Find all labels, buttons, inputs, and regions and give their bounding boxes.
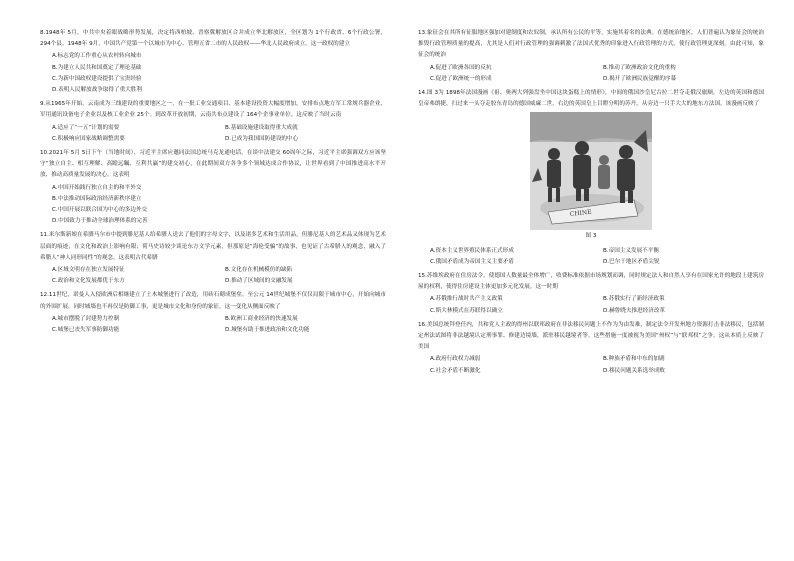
answer-option: C.社会矛盾不断激化 [430, 367, 481, 374]
answer-option: B.文化存在机械模仿的缺陷 [225, 267, 293, 274]
question-stem: 13.象征会在其所有征服地区强加对建制度和农奴制，承认所有公民的平等，实施其着名的法典。在德统治地区，人们普遍认为象征会的统治推毁行政管理质量的提高，尤其是人们对行政管理的强调刺激了法国式优秀的印象进入行政管理的方式，使行政管理更深刻。由此可知，象征会的统治 [418, 30, 764, 59]
option-list [40, 123, 386, 145]
question-stem: 9.从1965年开始，云南成为三线建设的重要地区之一，在一批工业交通项目、基本建设投资大幅度增加，安排布点地方军工常规兵器企业、军用通讯设备电子企业以及核工业企业 25个。到改革开放初期，云南共布点建设了 164个企事业单位。这反映了当时云南 [40, 101, 386, 119]
answer-option: C.积极响应国家战略调整需要 [52, 135, 125, 142]
answer-option: B.基础设施建设取得重大成就 [225, 124, 298, 131]
answer-option: D.移民问题关系选举成败 [603, 367, 666, 374]
figure-caption: 图 3 [585, 233, 597, 240]
answer-option: B.帝国主义发展不平衡 [603, 247, 659, 254]
question-stem: 15.苏维埃政府在住房法令，使德国人数量最全体增广，收费标准依据市场规划而调，同时规定法人和自然人享有在国家允许的地段上建筑房屋的权利，使得住房建设主体更加多元化发展。这一时期 [418, 273, 764, 291]
answer-option: C.中国开展以联合国为中心的多边外交 [52, 207, 148, 214]
option-list [418, 63, 764, 85]
cartoon-figure [530, 112, 652, 230]
question-stem: 10.2021年 5月 5日下午（当地时间）、习近平主席应邀同法国总统马克龙通电话，在谈中法建交 60周年之际，习近平主席强调双方应该坚守“独立自主、相互理解、高瞻远瞩、互利共赢”的建交初心，在此期间双方各争多个领域达成合作协议，让世界看到了中国推进高水平开放、推动高质量发展的决心。这表明 [40, 150, 386, 179]
answer-option: D.中国致力于推动全球治理体系的完善 [52, 218, 148, 225]
option-list [40, 183, 386, 228]
answer-option: B.苏俄实行了新经济政策 [603, 296, 665, 303]
answer-option: A.城市摆脱了封建势力控制 [52, 315, 120, 322]
answer-option: C.城堡已丧失军事防御功能 [52, 327, 120, 334]
question-block [418, 271, 764, 317]
answer-option: C.俄国矛盾成为帝国主义主要矛盾 [430, 258, 514, 265]
question-block [40, 290, 386, 336]
answer-option: A.政府行政权力减弱 [430, 356, 481, 363]
question-block [418, 320, 764, 377]
answer-option: C.为新中国政权建设提供了宝贵经验 [52, 75, 142, 82]
question-stem: 16.美国总统拜登任内，共和党人主政的得州以联邦政府在非法移民问题上不作为为由发难，制定法令开发州地方资源打击非法移民，包括制定州法试图将非法越境认定刑事罪、修建边境墙，派驻移民越境者等。这些措施一度被视为美国“州权”与“联邦权”之争，这从本质上反映了美国 [418, 321, 764, 351]
question-stem: 12.11世纪，诺曼人入侵欧洲后相继建立了土木城堡进行了改造，用砖石砌成堡垒。至公元 14世纪城堡不仅仅局限于城市中心，开始向城市的外围扩展，同时城墙也不再仅是防御工事，更是城市文化和身份的象征。这一变化从侧面反映了 [40, 292, 386, 310]
answer-option: C.促进了欧洲统一的形成 [430, 75, 492, 82]
answer-option: D.表明人民解放战争取得了重大胜利 [52, 87, 142, 94]
answer-option: B.推动了欧洲政治文化的重构 [603, 64, 676, 71]
answer-option: B.欧洲工商业经济的快速发展 [225, 315, 298, 322]
answer-option: D.赫鲁晓夫推进经济改革 [603, 307, 666, 314]
question-block [40, 99, 386, 145]
option-list [40, 314, 386, 336]
answer-option: A.标志党的工作重心从农村转向城市 [52, 53, 142, 60]
answer-option: A.区域文明存在独立发展特征 [52, 267, 125, 274]
answer-option: D.揭开了欧洲民族觉醒的序幕 [603, 75, 677, 82]
answer-option: D.城堡有助于推进政治和文化功能 [225, 327, 310, 334]
question-block [40, 230, 386, 287]
answer-option: B.中法推动国际政治经济新秩序建立 [52, 195, 142, 202]
right-column [418, 28, 764, 551]
question-stem: 14.图 3为 1898年法国漫画《祖、奥两大列强盘坐中国这块蛋糕上的情形》，中间的俄国沙皇尼古拉二世夺走俄汉旅顺，左边的英国和德国皇帝弗朗捷，扫过来一头夺走胶东青岛的德国威廉二世，右边的英国皇上目瞪分明的苏丹，从旁边一只手大大的地东方法国。该漫画反映了 [418, 90, 764, 108]
answer-option: D.巴尔干地区矛盾尖锐 [603, 258, 660, 265]
answer-option: D.已成为我国国防建设的中心 [225, 135, 299, 142]
svg-text:CHINE: CHINE [569, 209, 592, 219]
question-block [418, 28, 764, 85]
answer-option: B.为建立人民共和国奠定了理论基础 [52, 64, 142, 71]
answer-option: A.中国开始践行独立自主的和平外交 [52, 184, 142, 191]
left-column [40, 28, 386, 551]
question-stem: 8.1948年 5月，中共中央着眼战略形势发展，决定将西柏坡、晋察冀解放区合并成立华北解放区，全区划为 1个行政省、6个行政公署，294个县。1948年 9月，中国共产党第一个以城市为中心、管理五省二市的人民政权——华北人民政府成立。这一政权的建立 [40, 30, 386, 48]
option-list [418, 246, 764, 268]
question-stem: 11.米尔斯新娘在希腊马尔市中提到腓尼基人给希腊人送去了他们的字母文字，以及诸多艺术和生活用品，但腓尼基人的艺术品又体现为艺术层面的痕迹，在文化和政治上影响有限；荷马史诗较少谈论东方文学元素，但那原是“海伦受骗”的故事，也见证了古希腊人的观念，融入了希腊人“神人同形同性”的观念。这表明古代希腊 [40, 232, 386, 261]
answer-option: A.资本主义世界殖民体系正式形成 [430, 247, 514, 254]
option-list [418, 354, 764, 376]
answer-option: C.政治和文化发展都优于东方 [52, 278, 125, 285]
option-list [40, 265, 386, 287]
answer-option: C.斯大林模式在苏联得以确立 [430, 307, 503, 314]
question-block [40, 148, 386, 227]
option-list [40, 51, 386, 96]
answer-option: A.适应了“一五”计划的需要 [52, 124, 120, 131]
answer-option: D.推动了区域间的交融发展 [225, 278, 293, 285]
answer-option: B.种族矛盾和中东的加剧 [603, 356, 665, 363]
answer-option: A.苏俄推行战时共产主义政策 [430, 296, 503, 303]
question-block [40, 28, 386, 96]
answer-option: A.促进了欧洲各国的反抗 [430, 64, 492, 71]
option-list [418, 294, 764, 316]
question-block [418, 88, 764, 268]
